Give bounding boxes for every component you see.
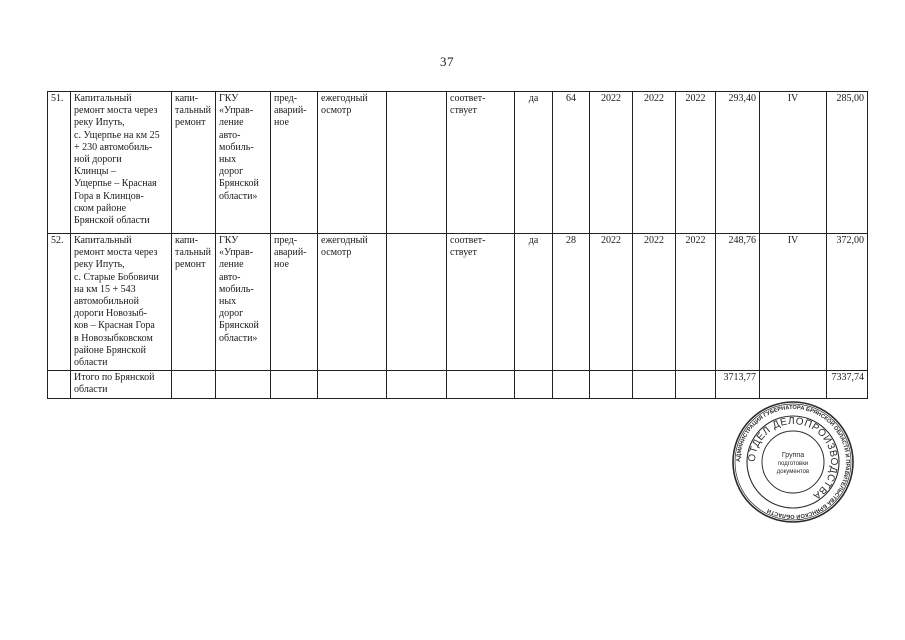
year-cell: 2022 xyxy=(590,92,633,234)
row-number: 52. xyxy=(48,234,71,371)
total-row xyxy=(48,371,868,399)
amount-cell: 293,40 xyxy=(716,92,760,234)
row-number: 51. xyxy=(48,92,71,234)
inspection-cell: ежегодный осмотр xyxy=(318,234,387,371)
total-empty-cell xyxy=(676,371,716,399)
year-cell: 2022 xyxy=(590,234,633,371)
registry-table xyxy=(47,91,868,399)
year-cell: 2022 xyxy=(633,92,676,234)
total-cost: 7337,74 xyxy=(827,371,868,399)
stamp-center-line: документов xyxy=(776,469,810,475)
total-amount: 3713,77 xyxy=(716,371,760,399)
total-empty-cell xyxy=(633,371,676,399)
amount-cell: 248,76 xyxy=(716,234,760,371)
page-number: 37 xyxy=(440,54,454,69)
quarter-cell: IV xyxy=(760,92,827,234)
stamp-center-line: Группа xyxy=(781,452,805,459)
quarter-cell: IV xyxy=(760,234,827,371)
total-empty-cell xyxy=(271,371,318,399)
cost-cell: 285,00 xyxy=(827,92,868,234)
flag-cell: да xyxy=(515,92,553,234)
blank-cell xyxy=(387,92,447,234)
stamp-outer-text: АДМИНИСТРАЦИЯ ГУБЕРНАТОРА БРЯНСКОЙ ОБЛАСТИ И ПРАВИТЕЛЬСТВА БРЯНСКОЙ ОБЛАСТИ xyxy=(735,404,851,520)
owner-cell: ГКУ «Управ- ление авто- мобиль- ных дорог Брянской области» xyxy=(216,92,271,234)
official-stamp xyxy=(731,400,855,524)
total-empty-cell xyxy=(216,371,271,399)
blank-cell xyxy=(387,234,447,371)
object-name-cell: Капитальный ремонт моста через реку Ипуть, с. Ущерпье на км 25 + 230 автомобиль- ной дороги Клинцы – Ущерпье – Красная Гора в Клинцов- ском районе Брянской области xyxy=(71,92,172,234)
total-empty-cell xyxy=(387,371,447,399)
total-empty-cell xyxy=(590,371,633,399)
total-empty-cell xyxy=(447,371,515,399)
work-type-cell: капи- тальный ремонт xyxy=(172,234,216,371)
cost-cell: 372,00 xyxy=(827,234,868,371)
compliance-cell: соответ- ствует xyxy=(447,92,515,234)
work-type-cell: капи- тальный ремонт xyxy=(172,92,216,234)
total-empty-cell xyxy=(318,371,387,399)
table-row xyxy=(48,92,868,234)
table-row xyxy=(48,234,868,371)
compliance-cell: соответ- ствует xyxy=(447,234,515,371)
inspection-cell: ежегодный осмотр xyxy=(318,92,387,234)
flag-cell: да xyxy=(515,234,553,371)
count-cell: 28 xyxy=(553,234,590,371)
year-cell: 2022 xyxy=(676,234,716,371)
stamp-center-line: подготовки xyxy=(777,461,809,467)
year-cell: 2022 xyxy=(633,234,676,371)
stamp-inner-text: ОТДЕЛ ДЕЛОПРОИЗВОДСТВА xyxy=(746,415,840,502)
condition-cell: пред- аварий- ное xyxy=(271,234,318,371)
total-empty-cell xyxy=(553,371,590,399)
total-label: Итого по Брянской области xyxy=(71,371,172,399)
year-cell: 2022 xyxy=(676,92,716,234)
owner-cell: ГКУ «Управ- ление авто- мобиль- ных дорог Брянской области» xyxy=(216,234,271,371)
count-cell: 64 xyxy=(553,92,590,234)
total-empty-cell xyxy=(48,371,71,399)
total-empty-cell xyxy=(172,371,216,399)
condition-cell: пред- аварий- ное xyxy=(271,92,318,234)
object-name-cell: Капитальный ремонт моста через реку Ипуть, с. Старые Бобовичи на км 15 + 543 автомобильной дороги Новозыб- ков – Красная Гора в Новозыбковском районе Брянской области xyxy=(71,234,172,371)
total-empty-cell xyxy=(515,371,553,399)
total-empty-cell xyxy=(760,371,827,399)
